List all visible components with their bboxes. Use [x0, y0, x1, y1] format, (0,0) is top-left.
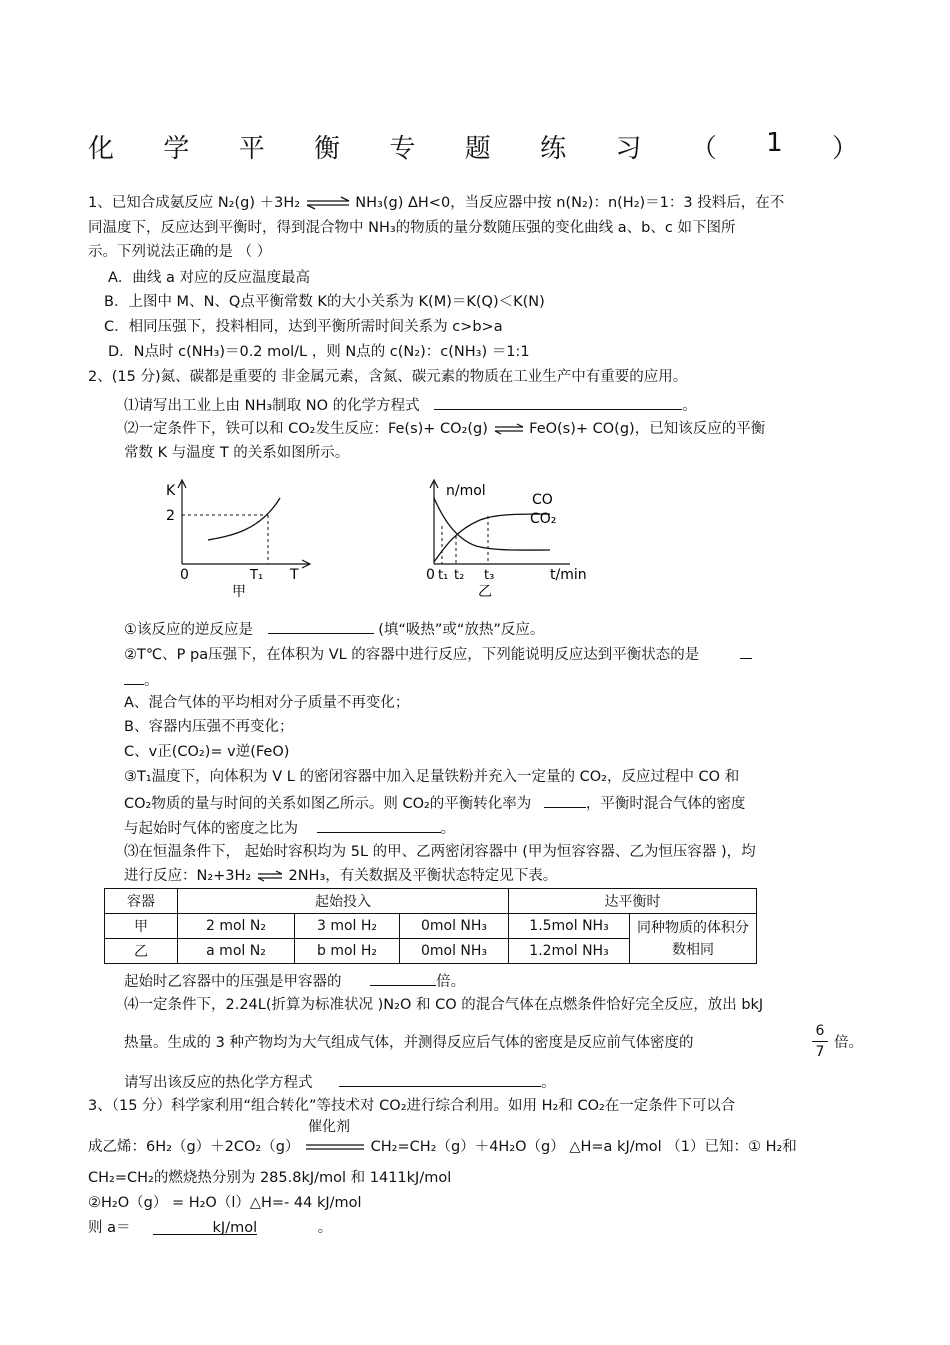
q2-part4-line2-end: 倍。 — [834, 1035, 863, 1051]
co2-label: CO₂ — [530, 511, 557, 527]
q2-option-a: A、混合气体的平均相对分子质量不再变化； — [124, 695, 410, 711]
answer-blank-heat[interactable] — [268, 617, 374, 634]
x-axis-label: T — [290, 567, 299, 583]
q3-line3: CH₂=CH₂的燃烧热分别为 285.8kJ/mol 和 1411kJ/mol — [88, 1170, 452, 1186]
table-cell: b mol H₂ — [295, 939, 400, 964]
t1-label: T₁ — [250, 568, 264, 583]
answer-blank-enthalpy[interactable]: kJ/mol — [153, 1218, 257, 1235]
q3-line4: ②H₂O（g） = H₂O（l）△H=- 44 kJ/mol — [88, 1195, 362, 1211]
y-axis-label: K — [166, 483, 176, 499]
q3-line5: 则 a＝ kJ/mol 。 — [88, 1220, 333, 1236]
q2-part3-after: 起始时乙容器中的压强是甲容器的 倍。 — [124, 969, 465, 992]
q1-line1: 1、已知合成氨反应 N₂(g) ＋3H₂ NH₃(g) ΔH<0，当反应器中按 n(N₂)：n(H₂)＝1：3 投料后，在不 — [88, 195, 785, 211]
y-tick-label: 2 — [166, 508, 175, 524]
q2-part3-line1: ⑶在恒温条件下， 起始时容积均为 5L 的甲、乙两密闭容器中 (甲为恒容容器、乙为恒压容器 )，均 — [124, 844, 756, 860]
table-header-cell: 达平衡时 — [509, 889, 757, 914]
q1-option-a: A．曲线 a 对应的反应温度最高 — [108, 270, 311, 286]
graph-yi — [420, 476, 600, 604]
co-label: CO — [532, 492, 553, 508]
q1-line3: 示。下列说法正确的是 （ ） — [88, 244, 272, 260]
table-cell: 3 mol H₂ — [295, 914, 400, 939]
table-cell: 1.2mol NH₃ — [509, 939, 630, 964]
table-cell: 0mol NH₃ — [400, 939, 509, 964]
table-row — [105, 914, 757, 939]
table-header-cell: 起始投入 — [178, 889, 509, 914]
reaction-arrow-icon — [304, 1143, 366, 1153]
catalyst-arrow — [304, 1119, 366, 1155]
table-cell: a mol N₂ — [178, 939, 295, 964]
q2-option-b: B、容器内压强不再变化； — [124, 719, 294, 735]
answer-blank-conversion[interactable] — [544, 791, 586, 808]
graph-caption: 甲 — [232, 584, 246, 600]
table-cell: 2 mol N₂ — [178, 914, 295, 939]
q2-part3-line2: 进行反应：N₂+3H₂ 2NH₃，有关数据及平衡状态特定见下表。 — [124, 868, 558, 884]
q2-sub1: ①该反应的逆反应是 (填“吸热”或“放热”反应。 — [124, 617, 544, 640]
title-char: ） — [831, 134, 858, 164]
q1-option-d: D．N点时 c(NH₃)＝0.2 mol/L ，则 N点的 c(N₂)：c(NH₃) ＝1:1 — [108, 344, 530, 360]
origin-label: 0 — [426, 567, 435, 583]
q3-line2: 成乙烯：6H₂（g）＋2CO₂（g） 催化剂 CH₂=CH₂（g）＋4H₂O（g） △H=a kJ/mol （1）已知：① H₂和 — [88, 1119, 797, 1155]
q2-intro: 2、(15 分)氮、碳都是重要的 非金属元素，含氮、碳元素的物质在工业生产中有重要的应用。 — [88, 369, 688, 385]
table-cell: 0mol NH₃ — [400, 914, 509, 939]
title-char: 专 — [389, 134, 416, 164]
title-char: 习 — [615, 134, 642, 164]
answer-blank-density[interactable] — [317, 816, 441, 833]
q2-part1: ⑴请写出工业上由 NH₃制取 NO 的化学方程式 。 — [124, 393, 697, 416]
q2-part4-line2: 热量。生成的 3 种产物均为大气组成气体，并测得反应后气体的密度是反应前气体密度的 — [124, 1035, 694, 1051]
graph-jia — [160, 476, 320, 604]
q2-part4-line3: 请写出该反应的热化学方程式 。 — [124, 1070, 556, 1093]
answer-blank-thermo-equation[interactable] — [339, 1070, 541, 1087]
equilibrium-arrow-icon — [305, 196, 351, 210]
title-char: （ — [690, 134, 717, 164]
equilibrium-arrow-icon — [256, 870, 284, 882]
title-char: 平 — [238, 134, 265, 164]
title-char: 练 — [540, 134, 567, 164]
answer-blank-equation[interactable] — [434, 393, 682, 410]
k-curve — [208, 498, 280, 540]
title-char: 题 — [464, 134, 491, 164]
q2-part4-line1: ⑷一定条件下，2.24L(折算为标准状况 )N₂O 和 CO 的混合气体在点燃条件恰好完全反应，放出 bkJ — [124, 997, 764, 1013]
table-note-cell: 同种物质的体积分数相同 — [630, 914, 757, 964]
y-axis-label: n/mol — [446, 483, 486, 499]
catalyst-label: 催化剂 — [308, 1119, 351, 1135]
page-title — [88, 128, 858, 165]
q2-sub3-line1: ③T₁温度下，向体积为 V L 的密闭容器中加入足量铁粉并充入一定量的 CO₂，反应过程中 CO 和 — [124, 769, 740, 785]
t1-label: t₁ — [438, 568, 449, 583]
graph-caption: 乙 — [478, 584, 492, 600]
t3-label: t₃ — [484, 568, 495, 583]
origin-label: 0 — [180, 567, 189, 583]
table-cell: 甲 — [105, 914, 178, 939]
answer-blank-equilibrium[interactable] — [740, 642, 752, 659]
title-char: 化 — [88, 134, 115, 164]
t2-label: t₂ — [454, 568, 465, 583]
q2-sub2: ②T℃、P pa压强下，在体积为 VL 的容器中进行反应，下列能说明反应达到平衡状态的是 — [124, 642, 752, 665]
answer-blank-pressure[interactable] — [370, 969, 436, 986]
equilibrium-data-table — [104, 888, 757, 964]
table-header-cell: 容器 — [105, 889, 178, 914]
q1-line2: 同温度下，反应达到平衡时，得到混合物中 NH₃的物质的量分数随压强的变化曲线 a、b、c 如下图所 — [88, 220, 736, 236]
q3-line1: 3、（15 分）科学家利用“组合转化”等技术对 CO₂进行综合利用。如用 H₂和 CO₂在一定条件下可以合 — [88, 1098, 736, 1114]
q2-sub3-line3: 与起始时气体的密度之比为 。 — [124, 816, 455, 839]
q2-sub2-cont: 。 — [124, 668, 159, 691]
table-cell: 乙 — [105, 939, 178, 964]
q2-part2: ⑵一定条件下，铁可以和 CO₂发生反应：Fe(s)+ CO₂(g) FeO(s)+ CO(g)，已知该反应的平衡 — [124, 421, 766, 437]
q1-option-c: C．相同压强下，投料相同，达到平衡所需时间关系为 c>b>a — [104, 319, 503, 335]
q2-option-c: C、v正(CO₂)= v逆(FeO) — [124, 744, 290, 760]
table-cell: 1.5mol NH₃ — [509, 914, 630, 939]
q2-part2-line2: 常数 K 与温度 T 的关系如图所示。 — [124, 445, 350, 461]
x-axis-label: t/min — [550, 567, 587, 583]
density-ratio-fraction: 6 7 — [812, 1022, 828, 1061]
equilibrium-arrow-icon — [493, 423, 525, 435]
title-char: 学 — [163, 134, 190, 164]
table-header-row — [105, 889, 757, 914]
q2-sub3-line2: CO₂物质的量与时间的关系如图乙所示。则 CO₂的平衡转化率为 ，平衡时混合气体的密度 — [124, 791, 745, 814]
title-char: 1 — [766, 128, 783, 158]
q1-option-b: B．上图中 M、N、Q点平衡常数 K的大小关系为 K(M)＝K(Q)＜K(N) — [104, 294, 545, 310]
title-char: 衡 — [314, 134, 341, 164]
